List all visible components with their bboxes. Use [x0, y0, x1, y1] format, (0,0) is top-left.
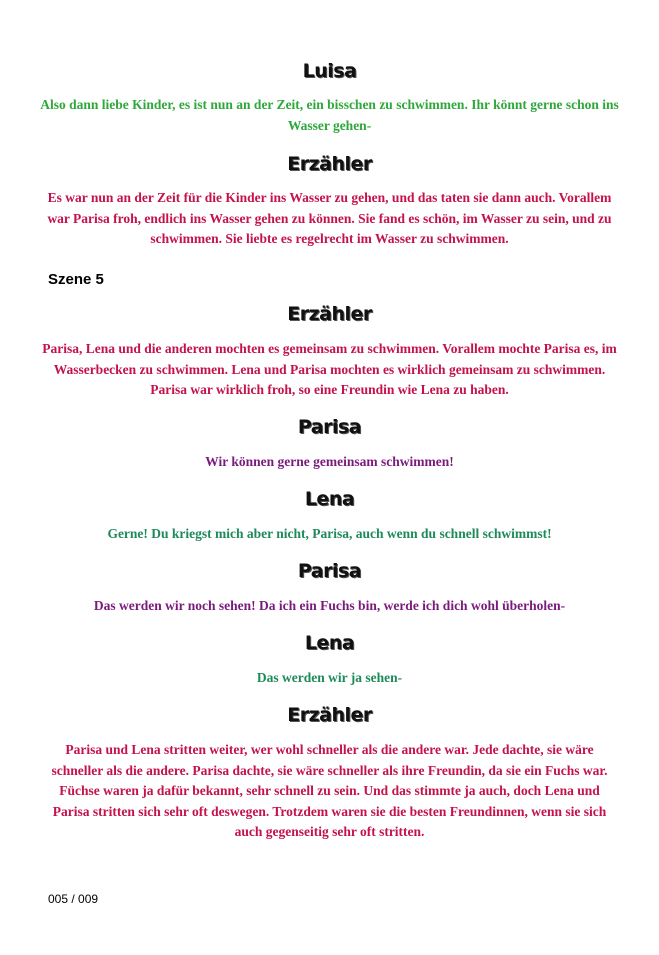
narration-line: Parisa und Lena stritten weiter, wer wohl schneller als die andere war. Jede dachte, sie wäre schneller als die andere. Parisa dachte, sie wäre schneller als ihre Freundin, da sie ein Fuchs war. Füchse waren ja dafür bekannt, sehr schnell zu sein. Und das stimmte ja auch, doch Lena und Parisa stritten sich sehr oft deswegen. Trotzdem waren sie die besten Freundinnen, wenn sie sich auch gegenseitig sehr oft stritten.: [51, 742, 608, 839]
page-number: 005 / 009: [48, 892, 99, 906]
narration-line: Parisa, Lena und die anderen mochten es gemeinsam zu schwimmen. Vorallem mochte Parisa es, im Wasserbecken zu schwimmen. Lena und Parisa mochten es wirklich gemeinsam zu schwimmen. Parisa war wirklich froh, so eine Freundin wie Lena zu haben.: [42, 341, 617, 397]
dialogue-line: Gerne! Du kriegst mich aber nicht, Parisa, auch wenn du schnell schwimmst!: [107, 526, 552, 541]
speaker-name: Erzähler: [287, 704, 372, 726]
narration-line: Es war nun an der Zeit für die Kinder ins Wasser zu gehen, und das taten sie dann auch. Vorallem war Parisa froh, endlich ins Wasser gehen zu können. Sie fand es schön, im Wasser zu sein, und zu schwimmen. Sie liebte es regelrecht im Wasser zu schwimmen.: [47, 190, 612, 246]
speaker-name: Lena: [304, 632, 355, 654]
speaker-name: Lena: [304, 488, 355, 510]
speaker-name: Erzähler: [287, 303, 372, 325]
scene-heading: Szene 5: [48, 271, 104, 288]
dialogue-line: Also dann liebe Kinder, es ist nun an der Zeit, ein bisschen zu schwimmen. Ihr könnt gerne schon ins Wasser gehen-: [40, 97, 619, 133]
speaker-name: Parisa: [297, 416, 362, 438]
dialogue-line: Das werden wir noch sehen! Da ich ein Fuchs bin, werde ich dich wohl überholen-: [93, 598, 566, 613]
dialogue-line: Wir können gerne gemeinsam schwimmen!: [205, 454, 454, 469]
speaker-name: Luisa: [302, 60, 357, 82]
speaker-name: Erzähler: [287, 153, 372, 175]
dialogue-line: Das werden wir ja sehen-: [256, 670, 403, 685]
speaker-name: Parisa: [297, 560, 362, 582]
